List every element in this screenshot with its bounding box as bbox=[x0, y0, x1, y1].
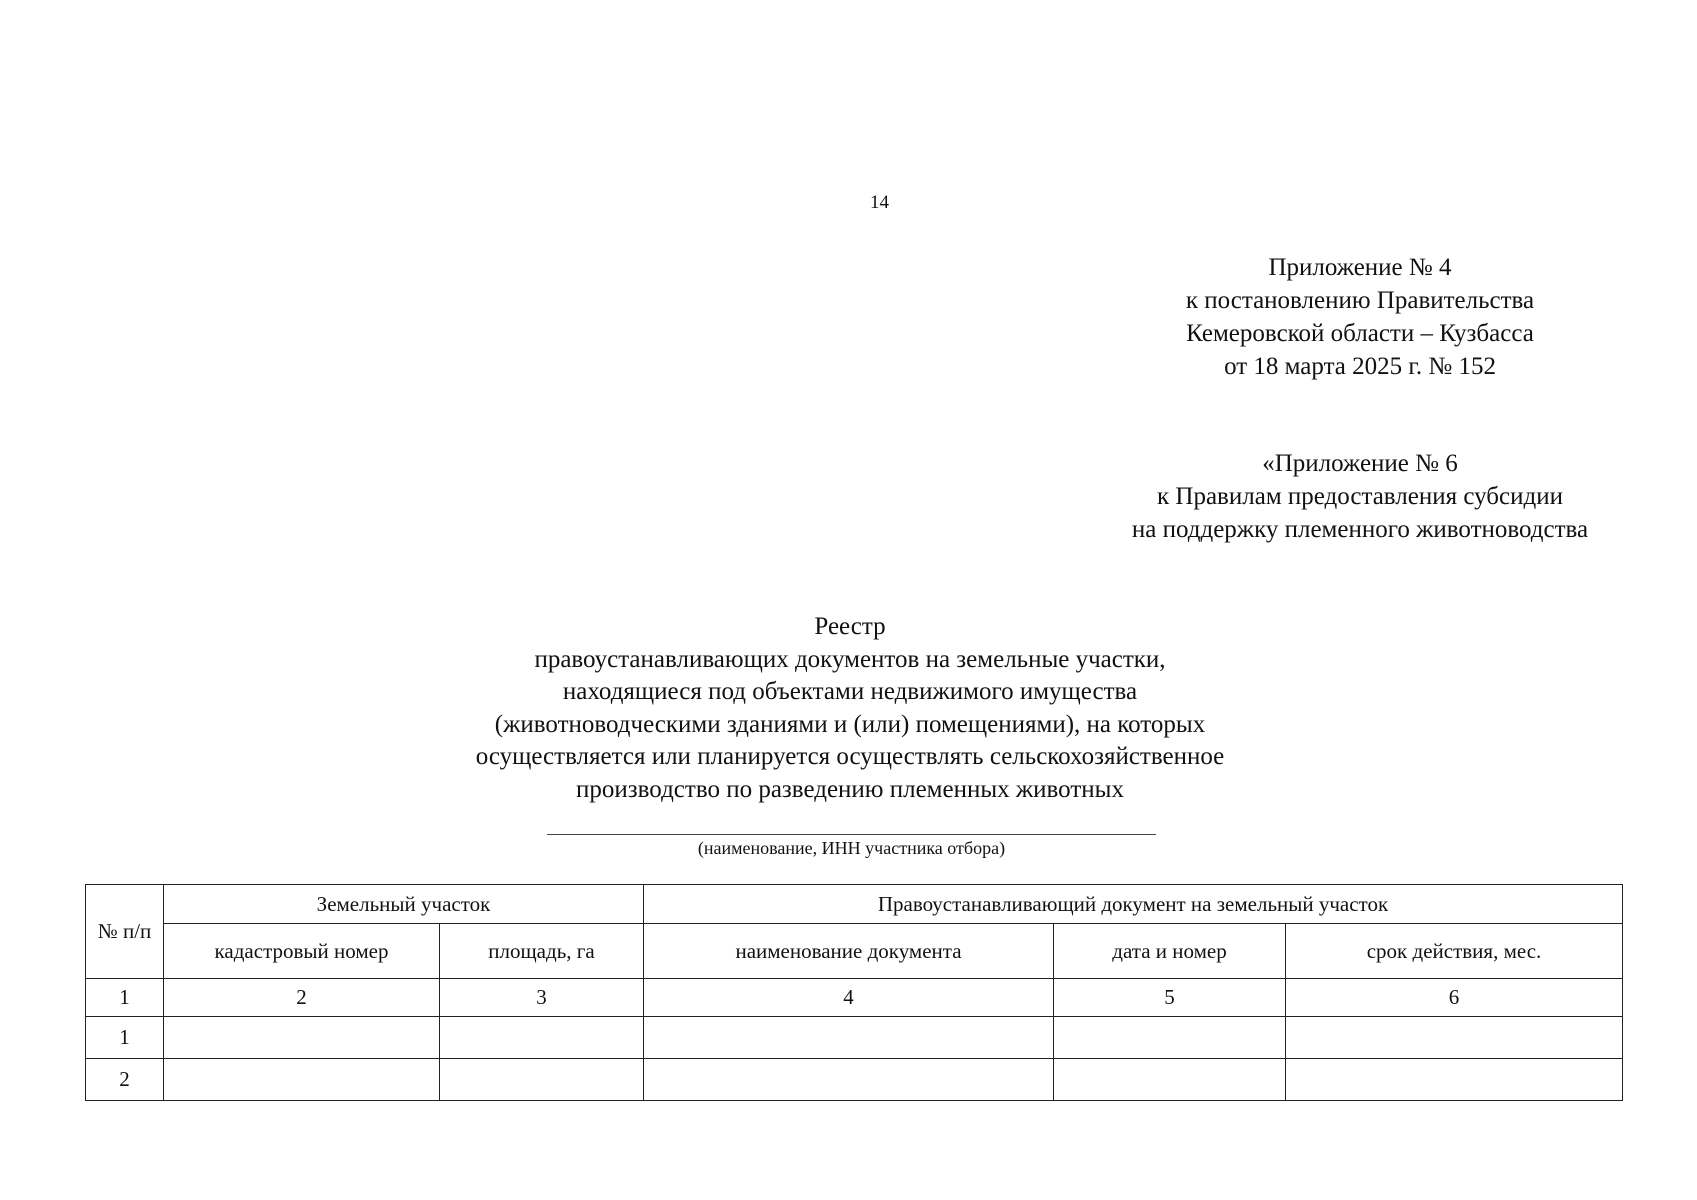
header-group-land: Земельный участок bbox=[164, 885, 644, 924]
register-title-line: Реестр bbox=[814, 613, 886, 640]
register-title bbox=[300, 611, 1400, 806]
area-cell bbox=[440, 1059, 644, 1101]
row-number: 2 bbox=[86, 1059, 164, 1101]
header-cadastral-number: кадастровый номер bbox=[164, 924, 440, 979]
header-area: площадь, га bbox=[440, 924, 644, 979]
header-date-number: дата и номер bbox=[1054, 924, 1286, 979]
date-number-cell bbox=[1054, 1017, 1286, 1059]
appendix-4-line: Приложение № 4 bbox=[1268, 254, 1452, 281]
column-number: 5 bbox=[1054, 979, 1286, 1017]
document-name-cell bbox=[644, 1059, 1054, 1101]
column-number: 6 bbox=[1286, 979, 1623, 1017]
appendix-6-line: «Приложение № 6 bbox=[1262, 450, 1458, 477]
appendix-4-line: от 18 марта 2025 г. № 152 bbox=[1224, 353, 1496, 380]
column-number-row bbox=[86, 979, 1623, 1017]
column-number: 3 bbox=[440, 979, 644, 1017]
register-title-line: производство по разведению племенных животных bbox=[576, 775, 1124, 803]
header-col-no: № п/п bbox=[86, 885, 164, 979]
header-term: срок действия, мес. bbox=[1286, 924, 1623, 979]
table-row bbox=[86, 1059, 1623, 1101]
appendix-6-header bbox=[1080, 447, 1640, 546]
register-title-line: находящиеся под объектами недвижимого имущества bbox=[562, 678, 1138, 705]
cadastral-number-cell bbox=[164, 1059, 440, 1101]
appendix-6-line: на поддержку племенного животноводства bbox=[1131, 516, 1589, 543]
column-number: 2 bbox=[164, 979, 440, 1017]
appendix-4-line: к постановлению Правительства bbox=[1185, 287, 1535, 314]
appendix-4-header bbox=[1120, 251, 1600, 383]
page-number: 14 bbox=[870, 192, 889, 213]
register-title-line: правоустанавливающих документов на земельные участки, bbox=[534, 645, 1166, 673]
date-number-cell bbox=[1054, 1059, 1286, 1101]
register-title-line: осуществляется или планируется осуществлять сельскохозяйственное bbox=[475, 743, 1225, 770]
area-cell bbox=[440, 1017, 644, 1059]
column-number: 4 bbox=[644, 979, 1054, 1017]
registry-table bbox=[85, 884, 1623, 1101]
participant-name-line bbox=[547, 834, 1156, 835]
cadastral-number-cell bbox=[164, 1017, 440, 1059]
register-title-line: (животноводческими зданиями и (или) помещениями), на которых bbox=[494, 710, 1206, 738]
appendix-6-line: к Правилам предоставления субсидии bbox=[1157, 483, 1563, 510]
term-cell bbox=[1286, 1059, 1623, 1101]
header-document-name: наименование документа bbox=[644, 924, 1054, 979]
header-group-document: Правоустанавливающий документ на земельный участок bbox=[644, 885, 1623, 924]
table-row bbox=[86, 1017, 1623, 1059]
appendix-4-line: Кемеровской области – Кузбасса bbox=[1186, 320, 1534, 347]
document-name-cell bbox=[644, 1017, 1054, 1059]
column-number: 1 bbox=[86, 979, 164, 1017]
term-cell bbox=[1286, 1017, 1623, 1059]
participant-name-caption: (наименование, ИНН участника отбора) bbox=[697, 838, 1006, 858]
table-header-row bbox=[86, 885, 1623, 924]
row-number: 1 bbox=[86, 1017, 164, 1059]
table-subheader-row bbox=[86, 924, 1623, 979]
